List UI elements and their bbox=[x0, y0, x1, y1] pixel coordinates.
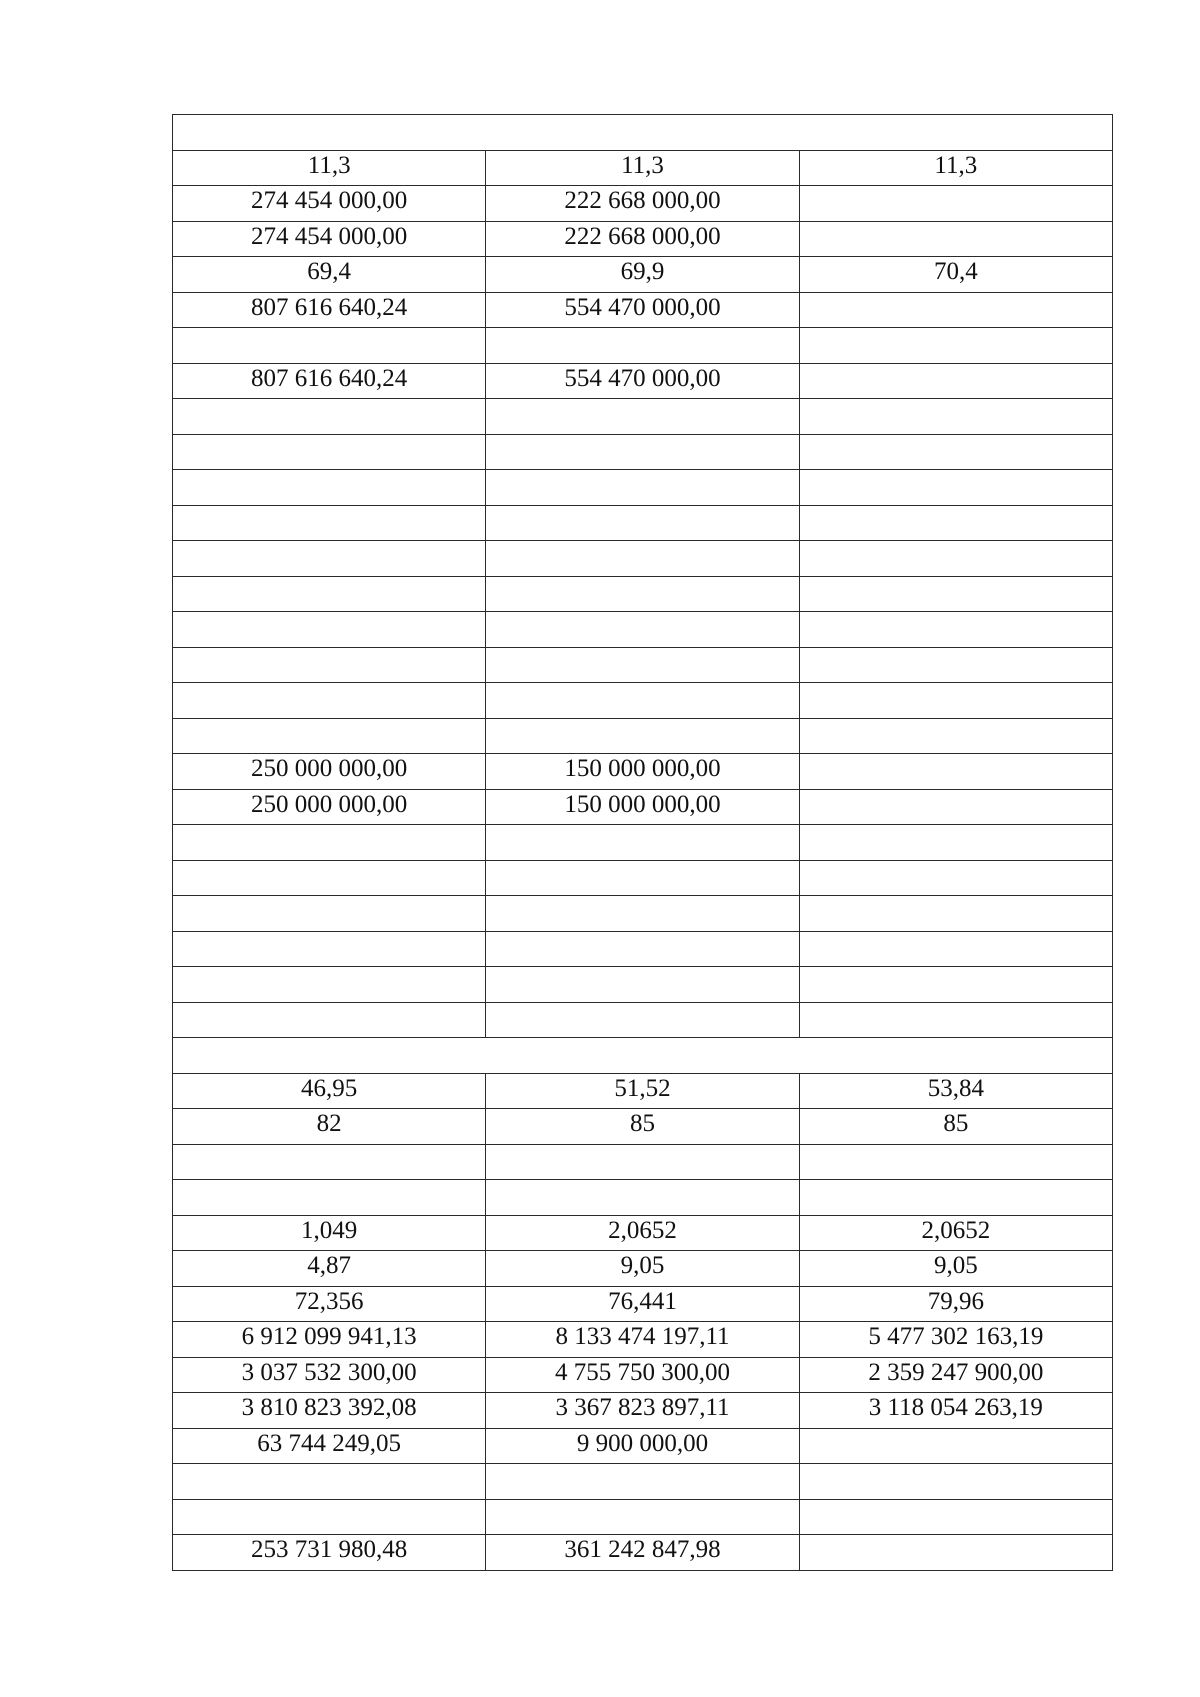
table-cell: 361 242 847,98 bbox=[486, 1535, 799, 1571]
table-cell bbox=[486, 860, 799, 896]
table-cell bbox=[173, 1180, 486, 1216]
table-row bbox=[173, 1357, 1113, 1393]
table-cell bbox=[799, 576, 1112, 612]
table-cell bbox=[173, 718, 486, 754]
table-cell bbox=[799, 541, 1112, 577]
table-row bbox=[173, 1393, 1113, 1429]
table-cell bbox=[799, 647, 1112, 683]
table-cell: 11,3 bbox=[486, 150, 799, 186]
table-cell bbox=[486, 1180, 799, 1216]
table-cell: 79,96 bbox=[799, 1286, 1112, 1322]
table-cell: 807 616 640,24 bbox=[173, 363, 486, 399]
table-cell: 3 367 823 897,11 bbox=[486, 1393, 799, 1429]
table-cell bbox=[173, 896, 486, 932]
table-row bbox=[173, 1322, 1113, 1358]
table-cell bbox=[799, 1499, 1112, 1535]
table-row bbox=[173, 1073, 1113, 1109]
table-row bbox=[173, 1286, 1113, 1322]
table-cell bbox=[799, 860, 1112, 896]
table-cell: 3 037 532 300,00 bbox=[173, 1357, 486, 1393]
table-cell bbox=[486, 1464, 799, 1500]
table-cell bbox=[799, 292, 1112, 328]
table-cell: 85 bbox=[486, 1109, 799, 1145]
table-cell bbox=[799, 612, 1112, 648]
table-cell: 250 000 000,00 bbox=[173, 789, 486, 825]
table-cell bbox=[486, 576, 799, 612]
table-row bbox=[173, 257, 1113, 293]
table-cell bbox=[486, 1499, 799, 1535]
table-cell bbox=[173, 1002, 486, 1038]
table-row bbox=[173, 612, 1113, 648]
table-cell bbox=[486, 434, 799, 470]
table-cell bbox=[486, 328, 799, 364]
table-cell bbox=[799, 754, 1112, 790]
table-cell: 46,95 bbox=[173, 1073, 486, 1109]
table-cell bbox=[799, 363, 1112, 399]
table-cell bbox=[486, 612, 799, 648]
table-row bbox=[173, 683, 1113, 719]
table-cell bbox=[799, 718, 1112, 754]
table-cell: 69,4 bbox=[173, 257, 486, 293]
table-cell bbox=[799, 789, 1112, 825]
table-cell bbox=[799, 1180, 1112, 1216]
table-cell: 53,84 bbox=[799, 1073, 1112, 1109]
table-cell bbox=[799, 221, 1112, 257]
table-row bbox=[173, 505, 1113, 541]
table-cell: 76,441 bbox=[486, 1286, 799, 1322]
data-table bbox=[172, 114, 1113, 1571]
table-cell bbox=[173, 967, 486, 1003]
table-row bbox=[173, 896, 1113, 932]
table-cell: 274 454 000,00 bbox=[173, 221, 486, 257]
table-cell bbox=[799, 1002, 1112, 1038]
table-cell bbox=[173, 576, 486, 612]
table-cell bbox=[799, 1144, 1112, 1180]
section-row bbox=[173, 1038, 1113, 1074]
table-row bbox=[173, 292, 1113, 328]
table-cell bbox=[799, 505, 1112, 541]
table-cell: 2,0652 bbox=[799, 1215, 1112, 1251]
table-row bbox=[173, 470, 1113, 506]
table-cell bbox=[486, 896, 799, 932]
table-cell: 222 668 000,00 bbox=[486, 221, 799, 257]
table-cell bbox=[173, 328, 486, 364]
table-cell: 8 133 474 197,11 bbox=[486, 1322, 799, 1358]
table-cell bbox=[486, 718, 799, 754]
table-cell: 554 470 000,00 bbox=[486, 363, 799, 399]
table-cell bbox=[173, 860, 486, 896]
table-cell: 2 359 247 900,00 bbox=[799, 1357, 1112, 1393]
table-cell: 4 755 750 300,00 bbox=[486, 1357, 799, 1393]
table-cell bbox=[173, 399, 486, 435]
table-cell: 250 000 000,00 bbox=[173, 754, 486, 790]
table-row bbox=[173, 1535, 1113, 1571]
table-cell bbox=[799, 399, 1112, 435]
table-cell bbox=[173, 825, 486, 861]
table-row bbox=[173, 718, 1113, 754]
table-cell: 51,52 bbox=[486, 1073, 799, 1109]
table-cell bbox=[486, 470, 799, 506]
table-cell: 11,3 bbox=[173, 150, 486, 186]
table-row bbox=[173, 363, 1113, 399]
table-cell bbox=[173, 612, 486, 648]
table-cell: 1,049 bbox=[173, 1215, 486, 1251]
table-cell: 3 810 823 392,08 bbox=[173, 1393, 486, 1429]
table-cell bbox=[799, 186, 1112, 222]
table-cell bbox=[799, 434, 1112, 470]
table-cell: 807 616 640,24 bbox=[173, 292, 486, 328]
table-cell: 11,3 bbox=[799, 150, 1112, 186]
table-row bbox=[173, 1215, 1113, 1251]
table-cell: 150 000 000,00 bbox=[486, 789, 799, 825]
table-cell bbox=[486, 931, 799, 967]
table-row bbox=[173, 221, 1113, 257]
table-cell bbox=[799, 825, 1112, 861]
section-cell bbox=[173, 1038, 1113, 1074]
table-cell bbox=[173, 434, 486, 470]
table-cell bbox=[799, 1464, 1112, 1500]
table-cell bbox=[486, 399, 799, 435]
table-cell bbox=[173, 1499, 486, 1535]
table-cell bbox=[799, 328, 1112, 364]
table-row bbox=[173, 789, 1113, 825]
table-cell bbox=[173, 470, 486, 506]
table-cell bbox=[486, 967, 799, 1003]
section-row bbox=[173, 115, 1113, 151]
table-cell bbox=[799, 1535, 1112, 1571]
table-row bbox=[173, 541, 1113, 577]
table-cell bbox=[799, 967, 1112, 1003]
table-cell bbox=[173, 1464, 486, 1500]
table-cell: 2,0652 bbox=[486, 1215, 799, 1251]
table-cell bbox=[486, 505, 799, 541]
table-cell bbox=[486, 683, 799, 719]
table-row bbox=[173, 647, 1113, 683]
table-row bbox=[173, 754, 1113, 790]
table-row bbox=[173, 1180, 1113, 1216]
table-cell: 63 744 249,05 bbox=[173, 1428, 486, 1464]
table-row bbox=[173, 860, 1113, 896]
table-cell: 6 912 099 941,13 bbox=[173, 1322, 486, 1358]
table-row bbox=[173, 1251, 1113, 1287]
table-cell: 5 477 302 163,19 bbox=[799, 1322, 1112, 1358]
table-cell bbox=[799, 931, 1112, 967]
table-cell: 150 000 000,00 bbox=[486, 754, 799, 790]
table-row bbox=[173, 825, 1113, 861]
table-cell bbox=[173, 541, 486, 577]
table-row bbox=[173, 1428, 1113, 1464]
table-cell bbox=[486, 1002, 799, 1038]
table-cell: 9,05 bbox=[486, 1251, 799, 1287]
table-cell: 70,4 bbox=[799, 257, 1112, 293]
table-cell: 253 731 980,48 bbox=[173, 1535, 486, 1571]
table-body bbox=[173, 115, 1113, 1571]
table-cell: 82 bbox=[173, 1109, 486, 1145]
table-cell bbox=[486, 647, 799, 683]
table-row bbox=[173, 1499, 1113, 1535]
table-row bbox=[173, 1002, 1113, 1038]
table-cell bbox=[173, 931, 486, 967]
table-cell bbox=[486, 825, 799, 861]
table-row bbox=[173, 931, 1113, 967]
table-row bbox=[173, 150, 1113, 186]
table-row bbox=[173, 1144, 1113, 1180]
table-cell: 554 470 000,00 bbox=[486, 292, 799, 328]
section-cell bbox=[173, 115, 1113, 151]
table-cell bbox=[799, 896, 1112, 932]
table-cell: 9,05 bbox=[799, 1251, 1112, 1287]
table-row bbox=[173, 399, 1113, 435]
table-cell bbox=[486, 1144, 799, 1180]
table-cell: 222 668 000,00 bbox=[486, 186, 799, 222]
table-row bbox=[173, 967, 1113, 1003]
table-cell bbox=[799, 1428, 1112, 1464]
table-cell: 274 454 000,00 bbox=[173, 186, 486, 222]
table-cell bbox=[173, 1144, 486, 1180]
table-cell bbox=[173, 647, 486, 683]
table-cell: 4,87 bbox=[173, 1251, 486, 1287]
table-row bbox=[173, 576, 1113, 612]
table-cell: 3 118 054 263,19 bbox=[799, 1393, 1112, 1429]
table-row bbox=[173, 1464, 1113, 1500]
table-row bbox=[173, 1109, 1113, 1145]
table-cell: 85 bbox=[799, 1109, 1112, 1145]
table-cell: 69,9 bbox=[486, 257, 799, 293]
table-cell: 72,356 bbox=[173, 1286, 486, 1322]
table-cell bbox=[486, 541, 799, 577]
table-row bbox=[173, 434, 1113, 470]
table-cell bbox=[173, 505, 486, 541]
table-cell bbox=[799, 683, 1112, 719]
table-cell: 9 900 000,00 bbox=[486, 1428, 799, 1464]
table-row bbox=[173, 328, 1113, 364]
table-row bbox=[173, 186, 1113, 222]
table-cell bbox=[799, 470, 1112, 506]
table-cell bbox=[173, 683, 486, 719]
